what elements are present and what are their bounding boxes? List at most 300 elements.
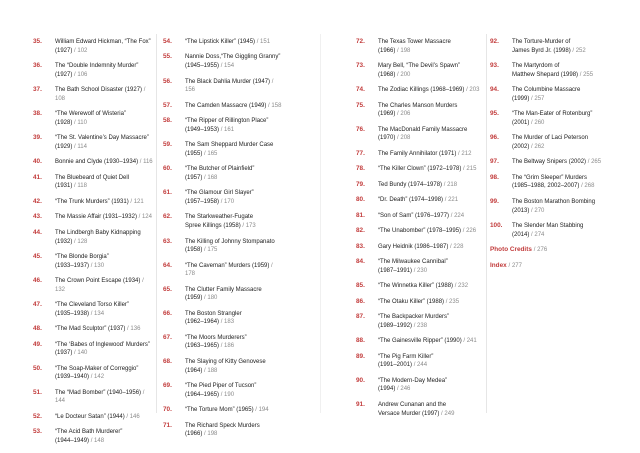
title-line: “The Cleveland Torso Killer”	[55, 302, 129, 309]
toc-entry[interactable]	[33, 134, 153, 151]
entry-title	[55, 301, 153, 318]
title-line: Bonnie and Clyde (1930–1934)	[55, 159, 139, 166]
toc-entry[interactable]	[163, 286, 283, 303]
entry-title	[185, 334, 283, 351]
entry-number: 76.	[356, 125, 365, 133]
title-line: (1927)	[55, 47, 73, 54]
entry-title	[512, 134, 618, 151]
entry-title	[378, 212, 480, 221]
title-line: The “Double Indemnity Murder”	[55, 63, 139, 70]
entry-title	[512, 222, 618, 239]
page-separator: /	[445, 298, 448, 305]
entry-number: 46.	[33, 277, 42, 285]
toc-entry[interactable]	[33, 277, 153, 294]
page-number: 142	[94, 374, 105, 381]
entry-title	[512, 198, 618, 215]
page-number: 208	[400, 135, 411, 142]
page-number: 200	[400, 71, 411, 78]
title-line: (1970)	[378, 135, 396, 142]
entry-number: 44.	[33, 228, 42, 236]
entry-title	[55, 213, 153, 222]
title-line: “The Lipstick Killer” (1945)	[185, 39, 256, 45]
title-line: “The Acid Bath Murderer”	[55, 429, 123, 436]
page-number: 241	[466, 338, 477, 345]
toc-entry[interactable]	[33, 413, 153, 422]
toc-entry[interactable]	[356, 353, 480, 370]
title-line: The Columbine Massacre	[512, 87, 581, 94]
title-line: The Boston Marathon Bombing	[512, 198, 596, 205]
index-entry[interactable]	[490, 262, 618, 271]
title-line: (1985–1988, 2002–2007)	[512, 183, 580, 190]
page-separator: /	[242, 223, 245, 230]
page-number: 190	[224, 391, 235, 398]
title-line: (1957–1958)	[185, 198, 220, 205]
toc-entry[interactable]	[33, 365, 153, 382]
page-separator: /	[268, 102, 270, 109]
toc-entry[interactable]	[356, 227, 480, 236]
page-separator: /	[397, 47, 399, 54]
entry-number: 67.	[163, 333, 172, 341]
entry-number: 58.	[163, 117, 172, 125]
page-separator: /	[255, 407, 257, 414]
title-line: “The Ripper of Rillington Place”	[185, 118, 269, 125]
entry-number: 80.	[356, 196, 365, 204]
title-line: (1933–1937)	[55, 262, 90, 269]
toc-entry[interactable]	[163, 141, 283, 158]
page-separator: /	[454, 283, 457, 290]
entry-number: 65.	[163, 285, 172, 293]
title-line: Matthew Shepard (1998)	[512, 71, 579, 78]
toc-entry[interactable]	[356, 377, 480, 394]
title-line: James Byrd Jr. (1998)	[512, 47, 571, 54]
entry-title	[185, 262, 283, 279]
title-line: (1994)	[378, 386, 396, 393]
toc-entry[interactable]	[163, 53, 283, 70]
toc-entry[interactable]	[356, 181, 480, 190]
toc-entry[interactable]	[33, 213, 153, 222]
title-line: (1935–1938)	[55, 310, 90, 317]
toc-entry[interactable]	[163, 422, 283, 439]
title-line: “The Pig Farm Killer”	[378, 353, 434, 360]
toc-entry[interactable]	[163, 213, 283, 230]
toc-entry[interactable]	[33, 325, 153, 334]
toc-entry[interactable]	[356, 243, 480, 252]
title-line: “The ‘Babes of Inglewood’ Murders”	[55, 341, 150, 348]
entry-title	[185, 102, 283, 111]
page-separator: /	[413, 322, 416, 329]
title-line: (1966)	[378, 47, 396, 54]
entry-title	[55, 253, 153, 270]
title-line: “The St. Valentine’s Day Massacre”	[55, 135, 149, 142]
toc-entry[interactable]	[490, 174, 618, 191]
entry-number: 63.	[163, 237, 172, 245]
page-separator: /	[220, 198, 223, 205]
page-separator: /	[256, 39, 259, 45]
title-line: (1937)	[55, 350, 73, 357]
page-separator: /	[204, 367, 206, 374]
page-separator: /	[397, 386, 399, 393]
page-number: 102	[77, 47, 88, 54]
page-separator: /	[271, 78, 274, 85]
entry-number: 89.	[356, 352, 365, 360]
page-separator: /	[142, 389, 145, 396]
toc-entry[interactable]	[163, 102, 283, 111]
entry-number: 95.	[490, 110, 499, 118]
toc-entry[interactable]	[163, 406, 283, 415]
entry-number: 92.	[490, 38, 499, 45]
toc-entry[interactable]	[33, 86, 153, 103]
title-line: The Boston Strangler	[185, 310, 242, 317]
entry-number: 100.	[490, 222, 503, 230]
title-line: “Le Docteur Satan” (1944)	[55, 413, 125, 420]
toc-entry[interactable]	[490, 222, 618, 239]
title-line: The Camden Massacre (1949)	[185, 102, 267, 109]
title-line: The Bluebeard of Quiet Dell	[55, 174, 130, 181]
title-line: The Sam Sheppard Murder Case	[185, 142, 274, 149]
entry-number: 54.	[163, 38, 172, 45]
page-number: 156	[185, 87, 196, 94]
entry-title	[378, 126, 480, 143]
title-line: (1999)	[512, 95, 530, 102]
page-separator: /	[397, 71, 399, 78]
toc-entry[interactable]	[33, 253, 153, 270]
toc-entry[interactable]	[356, 401, 480, 418]
entry-number: 72.	[356, 38, 365, 45]
entry-title	[185, 358, 283, 375]
entry-number: 43.	[33, 213, 42, 221]
title-line: (1964–1965)	[185, 391, 220, 398]
toc-entry[interactable]	[356, 102, 480, 119]
page-number: 173	[245, 223, 256, 230]
entry-number: 93.	[490, 62, 499, 70]
toc-entry[interactable]	[356, 258, 480, 275]
entry-number: 39.	[33, 134, 42, 142]
page-number: 224	[454, 212, 465, 219]
page-number: 270	[534, 207, 545, 214]
page-separator: /	[127, 326, 129, 333]
title-line: “The Man-Eater of Rotenburg”	[512, 111, 593, 118]
toc-entry[interactable]	[356, 165, 480, 174]
title-line: Nannie Doss,“The Giggling Granny”	[185, 54, 281, 61]
toc-entry[interactable]	[33, 110, 153, 127]
title-line: “The Unabomber” (1978–1995)	[378, 228, 462, 235]
entry-number: 75.	[356, 101, 365, 109]
photo-credits-entry[interactable]	[490, 246, 618, 255]
page-number: 194	[258, 407, 269, 414]
entry-title	[55, 428, 153, 445]
entry-number: 90.	[356, 376, 365, 384]
title-line: (2001)	[512, 119, 530, 126]
entry-number: 87.	[356, 313, 365, 321]
page-separator: /	[90, 310, 93, 317]
entry-title	[512, 110, 618, 127]
page-separator: /	[444, 197, 447, 204]
page-number: 274	[534, 231, 545, 238]
toc-entry[interactable]	[490, 134, 618, 151]
toc-entry[interactable]	[33, 389, 153, 406]
entry-number: 48.	[33, 325, 42, 333]
page-separator: /	[450, 212, 453, 219]
title-line: “Dr. Death” (1974–1998)	[378, 197, 444, 204]
page-number: 165	[207, 150, 218, 157]
page-number: 186	[224, 343, 235, 350]
entry-title	[378, 181, 480, 190]
title-line: “The Butcher of Plainfield”	[185, 166, 255, 173]
page-number: 136	[130, 326, 141, 333]
toc-entry[interactable]	[163, 238, 283, 255]
toc-entry[interactable]	[356, 196, 480, 205]
page-separator: /	[204, 174, 206, 181]
toc-entry[interactable]	[163, 358, 283, 375]
page-number: 252	[575, 47, 586, 54]
entry-title	[55, 341, 153, 358]
page-separator: /	[204, 150, 206, 157]
page-separator: /	[90, 374, 93, 381]
entry-number: 45.	[33, 253, 42, 260]
page-number: 218	[447, 181, 458, 188]
page-number: 116	[143, 159, 153, 166]
page-separator: /	[74, 71, 76, 78]
toc-entry[interactable]	[33, 301, 153, 318]
toc-column-4	[490, 38, 618, 277]
entry-number: 99.	[490, 197, 499, 205]
title-line: The Murder of Laci Peterson	[512, 135, 589, 142]
title-line: “The Mad Sculptor” (1937)	[55, 326, 126, 333]
page-number: 257	[534, 95, 545, 102]
page-number: 124	[141, 214, 152, 221]
title-line: (1968)	[378, 71, 396, 78]
title-line: (1969)	[378, 111, 396, 118]
entry-title	[378, 227, 480, 236]
page-separator: /	[139, 159, 142, 166]
title-line: The Killing of Johnny Stompanato	[185, 238, 275, 245]
toc-entry[interactable]	[356, 38, 480, 55]
entry-number: 68.	[163, 357, 172, 365]
toc-entry[interactable]	[356, 126, 480, 143]
entry-title	[55, 229, 153, 246]
toc-entry[interactable]	[356, 282, 480, 291]
title-line: (1963–1965)	[185, 343, 220, 350]
title-line: The Crown Point Escape (1934)	[55, 278, 141, 285]
entry-number: 61.	[163, 189, 172, 197]
page-separator: /	[533, 247, 536, 254]
center-gutter	[320, 34, 321, 413]
extra-label: Photo Credits	[490, 246, 532, 254]
title-line: (1989–1992)	[378, 322, 413, 329]
entry-title	[185, 38, 283, 47]
page-number: 130	[94, 262, 105, 269]
entry-title	[185, 238, 283, 255]
toc-entry[interactable]	[163, 262, 283, 279]
entry-number: 78.	[356, 165, 365, 173]
entry-number: 73.	[356, 62, 365, 70]
title-line: Versace Murder (1997)	[378, 410, 440, 417]
toc-entry[interactable]	[490, 38, 618, 55]
toc-entry[interactable]	[356, 86, 480, 95]
page-number: 110	[77, 119, 87, 126]
title-line: The Slender Man Stabbing	[512, 223, 584, 230]
entry-title	[378, 282, 480, 291]
page-separator: /	[143, 87, 146, 94]
toc-entry[interactable]	[163, 189, 283, 206]
title-line: (1957)	[185, 174, 203, 181]
toc-entry[interactable]	[33, 62, 153, 79]
page-separator: /	[204, 247, 206, 254]
entry-number: 35.	[33, 38, 42, 45]
page-separator: /	[458, 150, 460, 157]
title-line: (2014)	[512, 231, 530, 238]
toc-entry[interactable]	[33, 158, 153, 167]
title-line: The Massie Affair (1931–1932)	[55, 214, 137, 221]
column-divider	[156, 34, 157, 413]
toc-entry[interactable]	[490, 62, 618, 79]
toc-entry[interactable]	[356, 212, 480, 221]
entry-title	[55, 198, 153, 207]
toc-entry[interactable]	[490, 110, 618, 127]
page-separator: /	[220, 63, 223, 70]
toc-entry[interactable]	[33, 229, 153, 246]
toc-entry[interactable]	[163, 382, 283, 399]
page-separator: /	[138, 214, 141, 221]
entry-title	[185, 165, 283, 182]
toc-entry[interactable]	[490, 158, 618, 167]
page-number: 188	[207, 367, 218, 374]
toc-entry[interactable]	[163, 334, 283, 351]
title-line: (1955)	[185, 150, 203, 157]
toc-entry[interactable]	[356, 313, 480, 330]
toc-entry[interactable]	[33, 174, 153, 191]
entry-title	[185, 310, 283, 327]
page-number: 180	[207, 295, 218, 302]
page-number: 146	[129, 413, 140, 420]
entry-number: 62.	[163, 213, 172, 221]
entry-title	[185, 78, 283, 95]
entry-number: 94.	[490, 86, 499, 94]
toc-entry[interactable]	[490, 86, 618, 103]
toc-entry[interactable]	[356, 150, 480, 159]
toc-entry[interactable]	[163, 310, 283, 327]
title-line: “The Werewolf of Wisteria”	[55, 111, 126, 118]
entry-title	[185, 53, 283, 70]
title-line: “The Winnetka Killer” (1988)	[378, 283, 454, 290]
page-separator: /	[581, 183, 583, 190]
entry-number: 79.	[356, 180, 365, 188]
page-separator: /	[587, 159, 590, 166]
entry-number: 70.	[163, 406, 172, 414]
title-line: The Bath School Disaster (1927)	[55, 87, 143, 94]
title-line: The Charles Manson Murders	[378, 102, 458, 109]
toc-entry[interactable]	[356, 62, 480, 79]
toc-entry[interactable]	[33, 198, 153, 207]
page-separator: /	[74, 350, 76, 357]
title-line: Mary Bell, “The Devil’s Spawn”	[378, 63, 460, 70]
page-number: 175	[207, 247, 218, 254]
page-separator: /	[450, 243, 452, 250]
page-number: 132	[55, 286, 66, 293]
page-number: 106	[77, 71, 88, 78]
entry-title	[55, 174, 153, 191]
title-line: “The Milwaukee Cannibal”	[378, 259, 448, 266]
entry-title	[55, 277, 153, 294]
title-line: The Family Annihilator (1971)	[378, 150, 457, 157]
title-line: The Zodiac Killings (1968–1969)	[378, 87, 465, 94]
page-separator: /	[508, 262, 511, 269]
toc-entry[interactable]	[33, 428, 153, 445]
entry-title	[378, 401, 480, 418]
page-separator: /	[397, 111, 399, 118]
page-separator: /	[531, 119, 533, 126]
entry-title	[378, 243, 480, 252]
title-line: The Starkweather-Fugate	[185, 214, 254, 221]
page-separator: /	[126, 413, 129, 420]
toc-entry[interactable]	[356, 298, 480, 307]
entry-number: 53.	[33, 428, 42, 436]
entry-title	[55, 413, 153, 422]
page-number: 183	[224, 319, 235, 326]
page-separator: /	[397, 135, 399, 142]
toc-entry[interactable]	[356, 337, 480, 346]
entry-number: 57.	[163, 101, 172, 109]
page-separator: /	[90, 262, 93, 269]
title-line: (1927)	[55, 71, 73, 78]
title-line: (1932)	[55, 238, 73, 245]
entry-number: 84.	[356, 258, 365, 266]
entry-number: 59.	[163, 141, 172, 149]
page-number: 108	[55, 95, 66, 102]
entry-number: 97.	[490, 158, 499, 166]
entry-title	[378, 102, 480, 119]
title-line: “The Moors Murderers”	[185, 334, 247, 341]
title-line: “The Modern-Day Medea”	[378, 377, 448, 384]
toc-entry[interactable]	[163, 117, 283, 134]
page-number: 230	[417, 267, 428, 274]
toc-entry[interactable]	[163, 78, 283, 95]
toc-entry[interactable]	[33, 341, 153, 358]
entry-title	[378, 165, 480, 174]
entry-title	[378, 62, 480, 79]
entry-number: 86.	[356, 297, 365, 305]
entry-title	[185, 286, 283, 303]
page-number: 198	[207, 431, 218, 438]
title-line: “The Caveman” Murders (1959)	[185, 262, 270, 269]
page-separator: /	[271, 262, 273, 269]
page-number: 215	[466, 166, 477, 173]
page-separator: /	[441, 410, 443, 417]
entry-number: 74.	[356, 86, 365, 94]
page-number: 244	[417, 362, 428, 369]
title-line: The Clutter Family Massacre	[185, 286, 262, 293]
toc-entry[interactable]	[163, 38, 283, 47]
page-separator: /	[220, 391, 223, 398]
toc-entry[interactable]	[33, 38, 153, 55]
entry-number: 83.	[356, 242, 365, 250]
toc-entry[interactable]	[163, 165, 283, 182]
page-separator: /	[531, 95, 533, 102]
entry-number: 41.	[33, 173, 42, 181]
page-number: 151	[260, 39, 271, 45]
entry-title	[55, 134, 153, 151]
extra-label: Index	[490, 261, 507, 269]
entry-number: 47.	[33, 301, 42, 309]
title-line: (2002)	[512, 143, 530, 150]
title-line: (1928)	[55, 119, 73, 126]
entry-title	[378, 377, 480, 394]
entry-number: 96.	[490, 134, 499, 142]
page-separator: /	[204, 431, 206, 438]
title-line: Spree Killings (1958)	[185, 223, 241, 230]
toc-entry[interactable]	[490, 198, 618, 215]
title-line: The Martyrdom of	[512, 63, 560, 70]
